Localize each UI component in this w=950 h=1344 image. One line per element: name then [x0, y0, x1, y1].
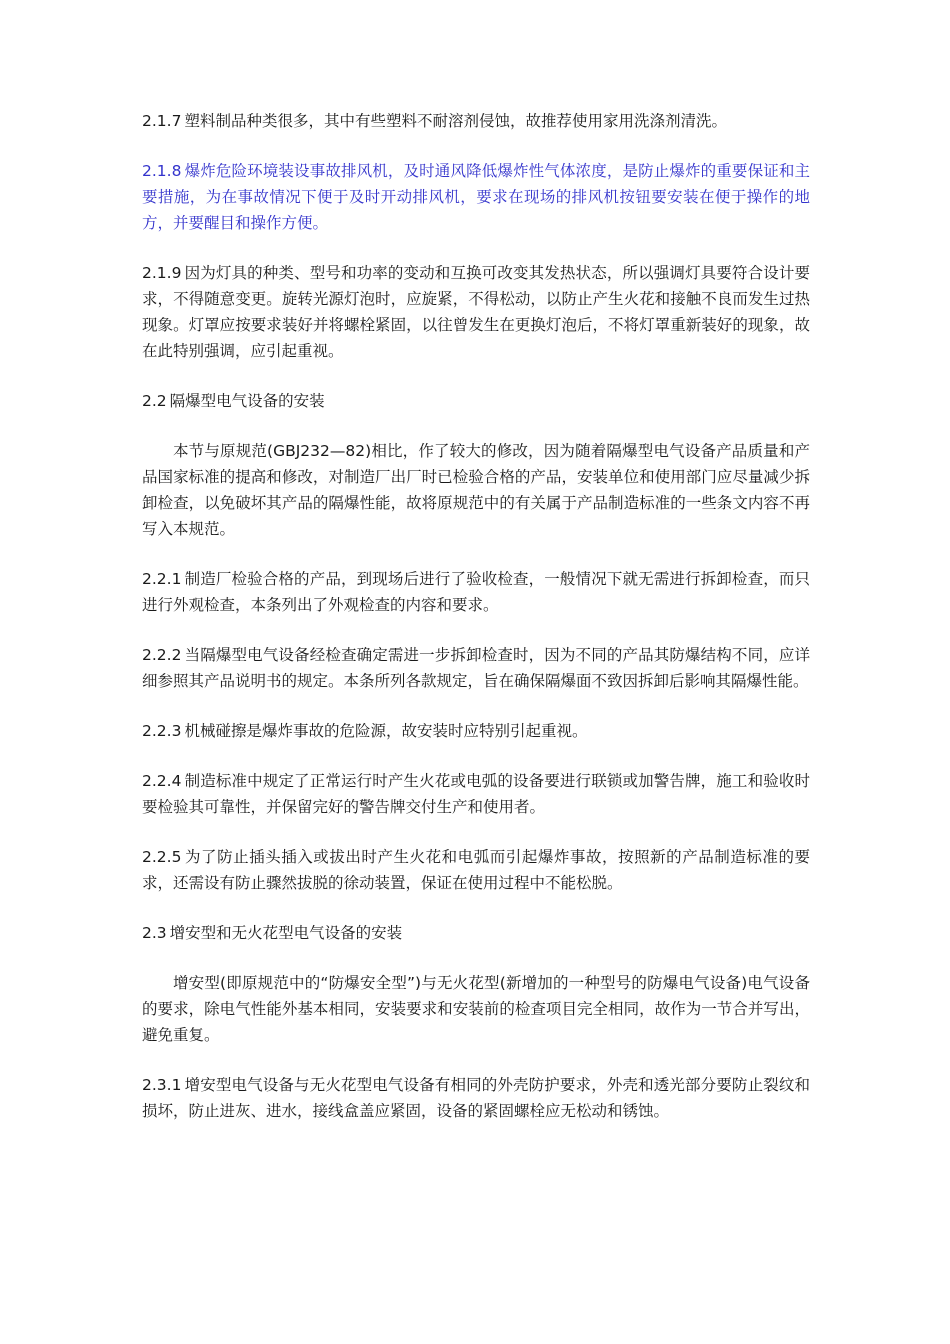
section-2-2-intro [142, 438, 810, 542]
clause-text: 因为灯具的种类、型号和功率的变动和互换可改变其发热状态，所以强调灯具要符合设计要求，不得随意变更。旋转光源灯泡时，应旋紧，不得松动，以防止产生火花和接触不良而发生过热现象。灯罩应按要求装好并将螺栓紧固，以往曾发生在更换灯泡后，不将灯罩重新装好的现象，故在此特别强调，应引起重视。 [142, 264, 810, 360]
section-title: 增安型和无火花型电气设备的安装 [169, 924, 403, 942]
clause-number: 2.1.7 [142, 112, 182, 130]
clause-number: 2.1.8 [142, 162, 182, 180]
clause-number: 2.2.1 [142, 570, 182, 588]
clause-text: 制造厂检验合格的产品，到现场后进行了验收检查，一般情况下就无需进行拆卸检查，而只进行外观检查，本条列出了外观检查的内容和要求。 [142, 570, 810, 614]
clause-text: 增安型电气设备与无火花型电气设备有相同的外壳防护要求，外壳和透光部分要防止裂纹和损坏，防止进灰、进水，接线盒盖应紧固，设备的紧固螺栓应无松动和锈蚀。 [142, 1076, 810, 1120]
clause-2-1-7 [142, 108, 810, 134]
section-number: 2.2 [142, 392, 167, 410]
clause-text: 塑料制品种类很多，其中有些塑料不耐溶剂侵蚀，故推荐使用家用洗涤剂清洗。 [184, 112, 727, 130]
clause-2-2-5 [142, 844, 810, 896]
clause-number: 2.2.2 [142, 646, 182, 664]
intro-text: 本节与原规范(GBJ232—82)相比，作了较大的修改，因为随着隔爆型电气设备产品质量和产品国家标准的提高和修改，对制造厂出厂时已检验合格的产品，安装单位和使用部门应尽量减少拆卸检查，以免破坏其产品的隔爆性能，故将原规范中的有关属于产品制造标准的一些条文内容不再写入本规范。 [142, 442, 810, 538]
section-heading-2-3 [142, 920, 810, 946]
clause-number: 2.3.1 [142, 1076, 182, 1094]
section-heading-2-2 [142, 388, 810, 414]
intro-text: 增安型(即原规范中的“防爆安全型”)与无火花型(新增加的一种型号的防爆电气设备)电气设备的要求，除电气性能外基本相同，安装要求和安装前的检查项目完全相同，故作为一节合并写出，避免重复。 [142, 974, 810, 1044]
clause-2-2-3 [142, 718, 810, 744]
clause-number: 2.2.3 [142, 722, 182, 740]
clause-text: 机械碰擦是爆炸事故的危险源，故安装时应特别引起重视。 [184, 722, 588, 740]
clause-2-1-9 [142, 260, 810, 364]
document-body [142, 108, 810, 1148]
section-title: 隔爆型电气设备的安装 [169, 392, 325, 410]
clause-text: 爆炸危险环境装设事故排风机，及时通风降低爆炸性气体浓度，是防止爆炸的重要保证和主要措施，为在事故情况下便于及时开动排风机，要求在现场的排风机按钮要安装在便于操作的地方，并要醒目和操作方便。 [142, 162, 810, 232]
clause-number: 2.2.5 [142, 848, 182, 866]
clause-2-1-8 [142, 158, 810, 236]
clause-2-2-2 [142, 642, 810, 694]
clause-number: 2.2.4 [142, 772, 182, 790]
clause-2-2-4 [142, 768, 810, 820]
clause-text: 为了防止插头插入或拔出时产生火花和电弧而引起爆炸事故，按照新的产品制造标准的要求，还需设有防止骤然拔脱的徐动装置，保证在使用过程中不能松脱。 [142, 848, 810, 892]
section-number: 2.3 [142, 924, 167, 942]
clause-number: 2.1.9 [142, 264, 182, 282]
clause-text: 当隔爆型电气设备经检查确定需进一步拆卸检查时，因为不同的产品其防爆结构不同，应详细参照其产品说明书的规定。本条所列各款规定，旨在确保隔爆面不致因拆卸后影响其隔爆性能。 [142, 646, 810, 690]
clause-text: 制造标准中规定了正常运行时产生火花或电弧的设备要进行联锁或加警告牌，施工和验收时要检验其可靠性，并保留完好的警告牌交付生产和使用者。 [142, 772, 810, 816]
clause-2-3-1 [142, 1072, 810, 1124]
clause-2-2-1 [142, 566, 810, 618]
section-2-3-intro [142, 970, 810, 1048]
